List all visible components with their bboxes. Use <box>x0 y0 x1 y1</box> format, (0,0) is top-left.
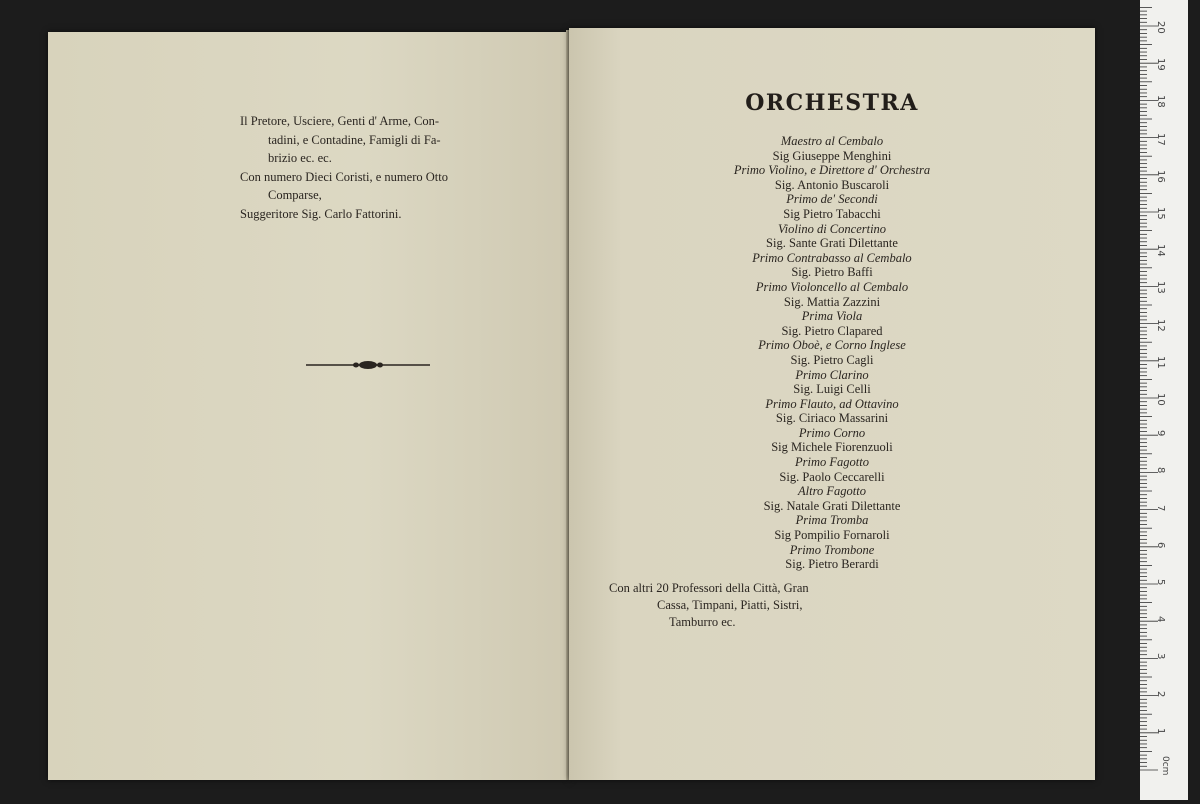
orchestra-role: Primo Contrabasso al Cembalo <box>752 250 912 265</box>
left-text-line: tadini, e Contadine, Famigli di Fa- <box>268 132 441 147</box>
orchestra-member-name: Sig. Pietro Cagli <box>790 352 874 367</box>
ruler-label: 20 <box>1155 21 1166 34</box>
left-text-line: Suggeritore Sig. Carlo Fattorini. <box>240 206 402 221</box>
ruler-label: 8 <box>1155 467 1166 474</box>
orchestra-member-name: Sig Giuseppe Menghini <box>772 148 892 163</box>
left-text-line: Comparse, <box>268 188 322 202</box>
orchestra-member-name: Sig. Pietro Berardi <box>785 557 879 572</box>
ruler-label: 18 <box>1155 95 1166 109</box>
ruler-label: 6 <box>1155 541 1166 549</box>
closing-line: Con altri 20 Professori della Città, Gran <box>609 581 809 595</box>
ruler-label: 5 <box>1155 579 1166 586</box>
orchestra-member-name: Sig. Sante Grati Dilettante <box>766 236 898 251</box>
closing-line: Cassa, Timpani, Piatti, Sistri, <box>657 598 803 612</box>
ruler-label: 17 <box>1155 132 1166 146</box>
orchestra-member-name: Sig Pietro Tabacchi <box>783 206 881 221</box>
ruler-label: 11 <box>1155 355 1166 369</box>
ruler-label: 15 <box>1155 207 1166 220</box>
ruler-label: 12 <box>1155 318 1166 332</box>
orchestra-member-name: Sig. Antonio Buscaroli <box>774 177 890 192</box>
orchestra-role: Maestro al Cembalo <box>780 134 884 148</box>
orchestra-role: Violino di Concertino <box>777 221 887 236</box>
orchestra-role: Primo Flauto, ad Ottavino <box>765 396 899 411</box>
orchestra-member-name: Sig Pompilio Fornaroli <box>774 528 890 543</box>
orchestra-role: Primo Oboè, e Corno Inglese <box>758 338 906 353</box>
ruler-unit-label: 0cm <box>1160 756 1170 776</box>
ruler-label: 7 <box>1155 504 1166 511</box>
orchestra-member-name: Sig. Natale Grati Dilettante <box>763 498 901 513</box>
ruler-label: 13 <box>1155 281 1166 295</box>
ruler-label: 14 <box>1155 244 1166 257</box>
orchestra-role: Primo Fagotto <box>795 455 869 470</box>
ruler-label: 19 <box>1155 58 1166 71</box>
orchestra-list <box>569 134 1095 572</box>
ruler-label: 10 <box>1155 393 1166 406</box>
orchestra-role: Primo Violino, e Direttore d' Orchestra <box>733 163 931 178</box>
orchestra-member-name: Sig Michele Fiorenzuoli <box>771 440 893 455</box>
closing-text <box>609 580 889 631</box>
ruler-label: 2 <box>1155 690 1166 697</box>
orchestra-role: Primo de' Secondi <box>786 192 878 207</box>
orchestra-member-name: Sig. Luigi Celli <box>793 382 871 397</box>
measurement-ruler <box>1140 0 1188 800</box>
orchestra-role: Altro Fagotto <box>798 484 866 499</box>
left-text-line: brizio ec. ec. <box>268 151 332 165</box>
orchestra-role: Prima Viola <box>801 309 863 324</box>
orchestra-member-name: Sig. Pietro Clapared <box>781 323 883 338</box>
orchestra-role: Primo Trombone <box>789 542 875 557</box>
closing-line: Tamburro ec. <box>669 615 736 629</box>
orchestra-role: Primo Violoncello al Cembalo <box>755 279 909 294</box>
ruler-label: 4 <box>1155 616 1166 623</box>
ruler-label: 16 <box>1155 169 1166 183</box>
orchestra-member-name: Sig. Ciriaco Massarini <box>775 411 889 426</box>
left-page <box>48 32 570 780</box>
right-page <box>569 28 1095 780</box>
page-title: ORCHESTRA <box>745 90 919 116</box>
left-text-line: Con numero Dieci Coristi, e numero Otto <box>240 169 448 184</box>
left-page-text <box>240 112 520 223</box>
left-text-line: Il Pretore, Usciere, Genti d' Arme, Con- <box>240 114 440 128</box>
ruler-label: 9 <box>1155 430 1166 437</box>
ornament-divider <box>306 358 430 372</box>
orchestra-role: Prima Tromba <box>795 513 869 528</box>
orchestra-member-name: Sig. Paolo Ceccarelli <box>779 469 885 484</box>
orchestra-role: Primo Clarino <box>795 367 869 382</box>
orchestra-role: Primo Corno <box>798 425 866 440</box>
ruler-label: 3 <box>1155 653 1166 660</box>
orchestra-member-name: Sig. Mattia Zazzini <box>783 294 881 309</box>
orchestra-member-name: Sig. Pietro Baffi <box>791 265 873 280</box>
ruler-label: 1 <box>1155 727 1166 735</box>
